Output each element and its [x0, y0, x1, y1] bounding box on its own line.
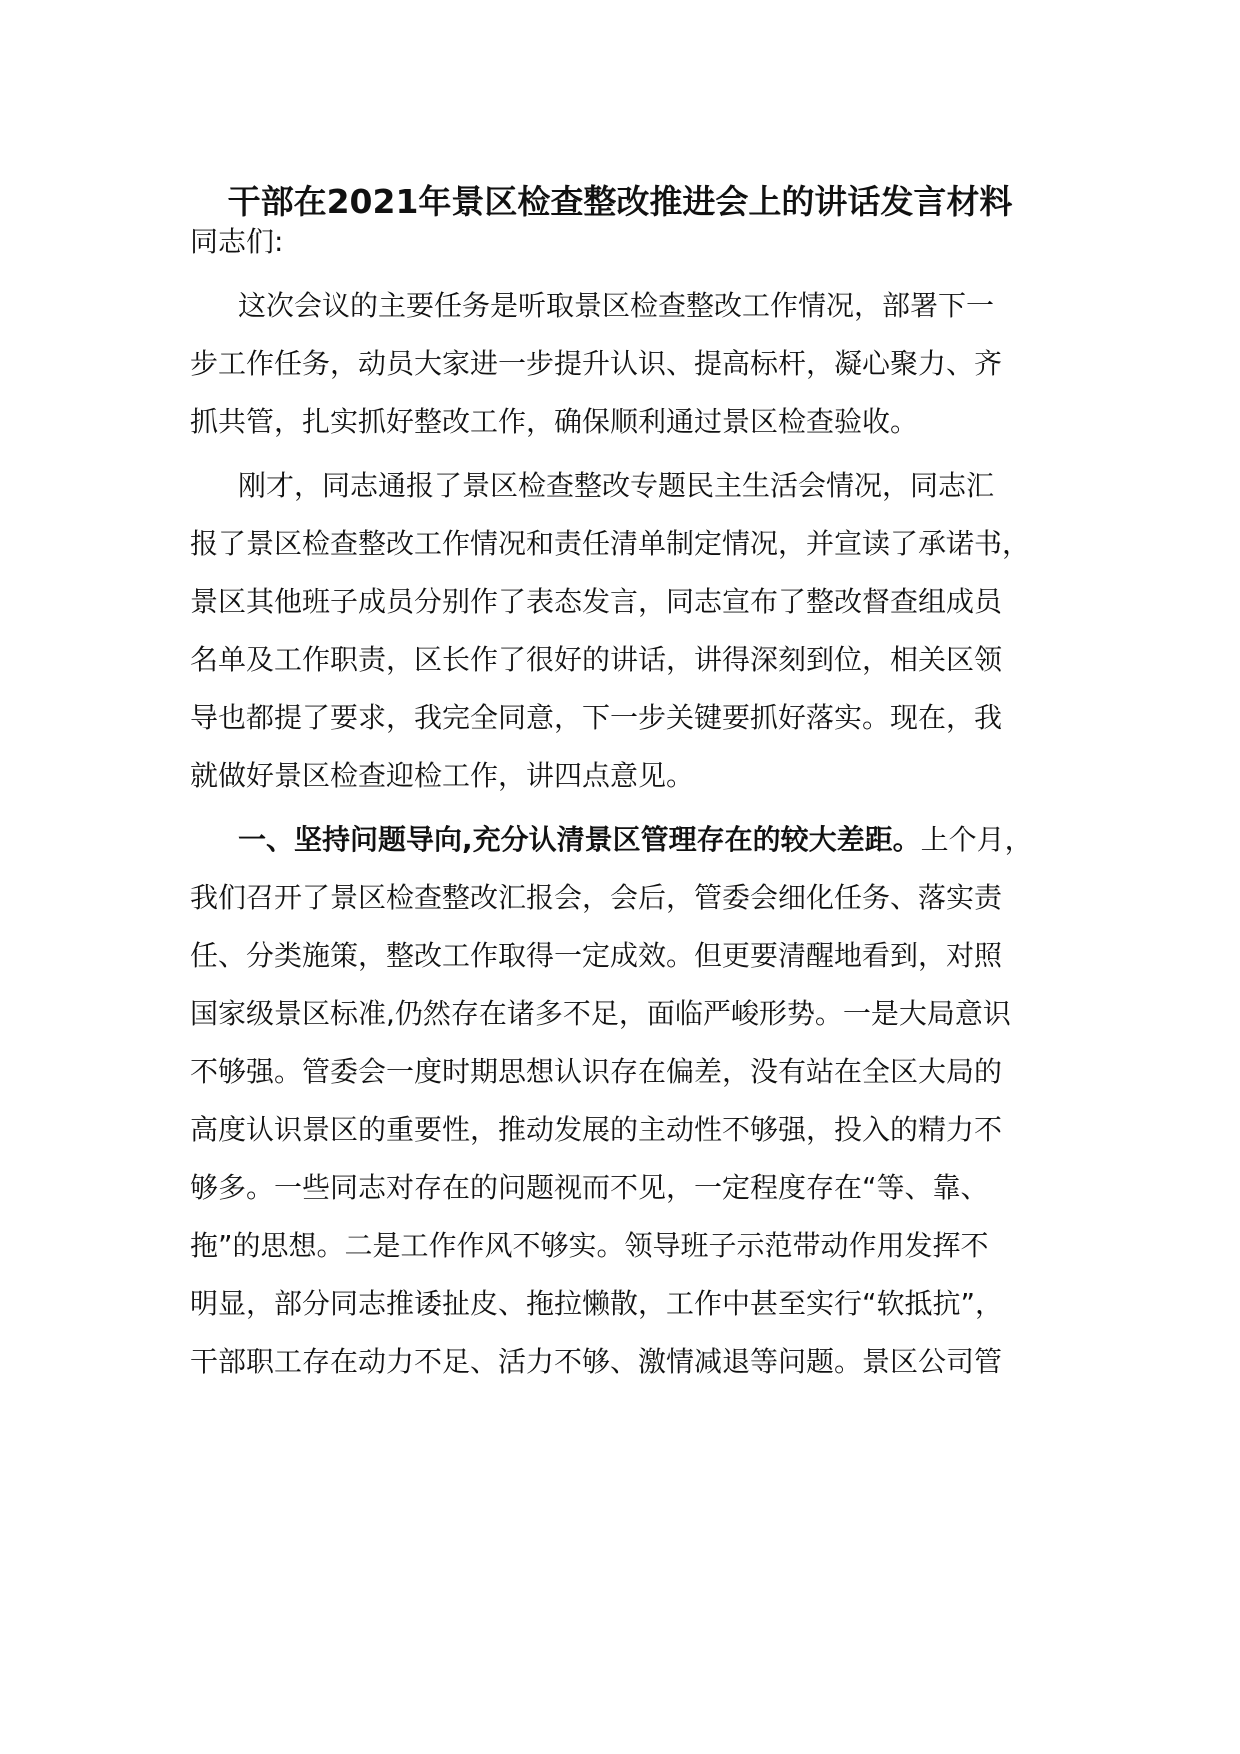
section-heading: 一、坚持问题导向,充分认清景区管理存在的较大差距。	[238, 823, 921, 856]
paragraph-line: 景区其他班子成员分别作了表态发言，同志宣布了整改督查组成员	[190, 585, 1003, 618]
paragraph-line: 干部职工存在动力不足、活力不够、激情减退等问题。景区公司管	[190, 1345, 1003, 1378]
paragraph-line: 够多。一些同志对存在的问题视而不见，一定程度存在“等、靠、	[190, 1171, 989, 1204]
paragraph-line: 抓共管，扎实抓好整改工作，确保顺利通过景区检查验收。	[190, 405, 919, 438]
paragraph-line: 报了景区检查整改工作情况和责任清单制定情况，并宣读了承诺书，	[190, 527, 1031, 560]
section-one-first-line	[238, 820, 1033, 860]
paragraph-line: 任、分类施策，整改工作取得一定成效。但更要清醒地看到，对照	[190, 939, 1003, 972]
document-title: 干部在2021年景区检查整改推进会上的讲话发言材料	[227, 182, 1013, 221]
paragraph-line: 明显，部分同志推诿扯皮、拖拉懒散，工作中甚至实行“软抵抗”，	[190, 1287, 1004, 1320]
paragraph-line: 这次会议的主要任务是听取景区检查整改工作情况，部署下一	[238, 289, 995, 322]
section-lead-text: 上个月，	[920, 823, 1033, 856]
paragraph-line: 高度认识景区的重要性，推动发展的主动性不够强，投入的精力不	[190, 1113, 1003, 1146]
paragraph-line: 刚才，同志通报了景区检查整改专题民主生活会情况，同志汇	[238, 469, 995, 502]
paragraph-line: 国家级景区标准,仍然存在诸多不足，面临严峻形势。一是大局意识	[190, 997, 1011, 1030]
paragraph-line: 就做好景区检查迎检工作，讲四点意见。	[190, 759, 695, 792]
paragraph-line: 我们召开了景区检查整改汇报会，会后，管委会细化任务、落实责	[190, 881, 1003, 914]
paragraph-line: 导也都提了要求，我完全同意，下一步关键要抓好落实。现在，我	[190, 701, 1003, 734]
paragraph-line: 步工作任务，动员大家进一步提升认识、提高标杆，凝心聚力、齐	[190, 347, 1003, 380]
salutation: 同志们:	[190, 225, 284, 258]
paragraph-line: 名单及工作职责，区长作了很好的讲话，讲得深刻到位，相关区领	[190, 643, 1003, 676]
paragraph-line: 不够强。管委会一度时期思想认识存在偏差，没有站在全区大局的	[190, 1055, 1003, 1088]
paragraph-line: 拖”的思想。二是工作作风不够实。领导班子示范带动作用发挥不	[190, 1229, 989, 1262]
